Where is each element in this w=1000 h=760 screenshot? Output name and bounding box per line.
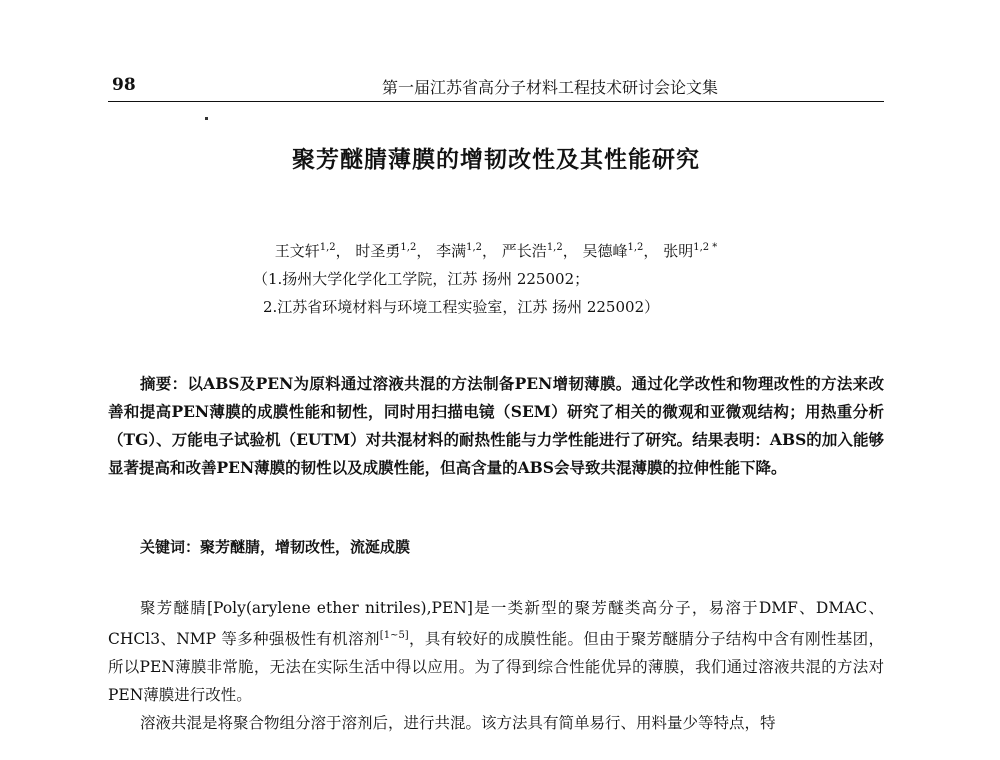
keywords: 关键词：聚芳醚腈，增韧改性，流涎成膜 <box>140 538 411 556</box>
author-name: 张明 <box>663 242 694 260</box>
header-rule <box>108 101 884 102</box>
author-affil-mark: 1,2 * <box>693 242 718 253</box>
author-name: 吴德峰 <box>582 242 628 260</box>
body-paragraph-1 <box>108 594 884 709</box>
abstract-text: 以ABS及PEN为原料通过溶液共混的方法制备PEN增韧薄膜。通过化学改性和物理改性的方法来改善和提高PEN薄膜的成膜性能和韧性，同时用扫描电镜（SEM）研究了相关的微观和亚微观结构；用热重分析（TG）、万能电子试验机（EUTM）对共混材料的耐热性能与力学性能进行了研究。结果表明：ABS的加入能够显著提高和改善PEN薄膜的韧性以及成膜性能，但高含量的ABS会导致共混薄膜的拉伸性能下降。 <box>108 374 884 477</box>
body-paragraph-2: 溶液共混是将聚合物组分溶于溶剂后，进行共混。该方法具有简单易行、用料量少等特点，特 <box>140 714 776 733</box>
author-affil-mark: 1,2 <box>466 242 483 253</box>
author-affil-mark: 1,2 <box>546 242 563 253</box>
author-name: 李满 <box>436 242 467 260</box>
running-title: 第一届江苏省高分子材料工程技术研讨会论文集 <box>381 78 718 97</box>
affiliation-2: 2.江苏省环境材料与环境工程实验室，江苏 扬州 225002） <box>263 298 660 316</box>
body-text <box>108 594 884 737</box>
affiliation-1: （1.扬州大学化学化工学院，江苏 扬州 225002； <box>253 270 590 288</box>
body-text-run: ，具有较好的成膜性能。但由于聚芳醚腈分子结构中含有刚性基团，所以PEN薄膜非常脆，无法在实际生活中得以应用。为了得到综合性能优异的薄膜，我们通过溶液共混的方法对PEN薄膜进行改性。 <box>108 630 884 705</box>
author-affil-mark: 1,2 <box>627 242 644 253</box>
author-name: 时圣勇 <box>355 242 401 260</box>
abstract <box>108 370 884 482</box>
author-affil-mark: 1,2 <box>400 242 417 253</box>
stray-dot <box>205 117 208 120</box>
page-number: 98 <box>112 75 136 95</box>
author-name: 王文轩 <box>274 242 320 260</box>
paper-title: 聚芳醚腈薄膜的增韧改性及其性能研究 <box>292 146 700 173</box>
abstract-label: 摘要： <box>140 374 188 393</box>
author-affil-mark: 1,2 <box>319 242 336 253</box>
body-text-run: 聚芳醚腈[Poly(arylene ether nitriles),PEN]是一类新型的聚芳醚类高分子，易溶于DMF、DMAC、CHCl3、NMP 等多种强极性有机溶剂 <box>108 599 884 649</box>
citation-ref: [1~5] <box>379 630 409 641</box>
author-name: 严长浩 <box>501 242 547 260</box>
author-list: 王文轩$^{1,2}$， 时圣勇$^{1,2}$， 李满$^{1,2}$， 严长浩$^{1,2}$， 吴德峰$^{1,2}$， 张明$^{1,2 *}$ <box>274 242 718 260</box>
